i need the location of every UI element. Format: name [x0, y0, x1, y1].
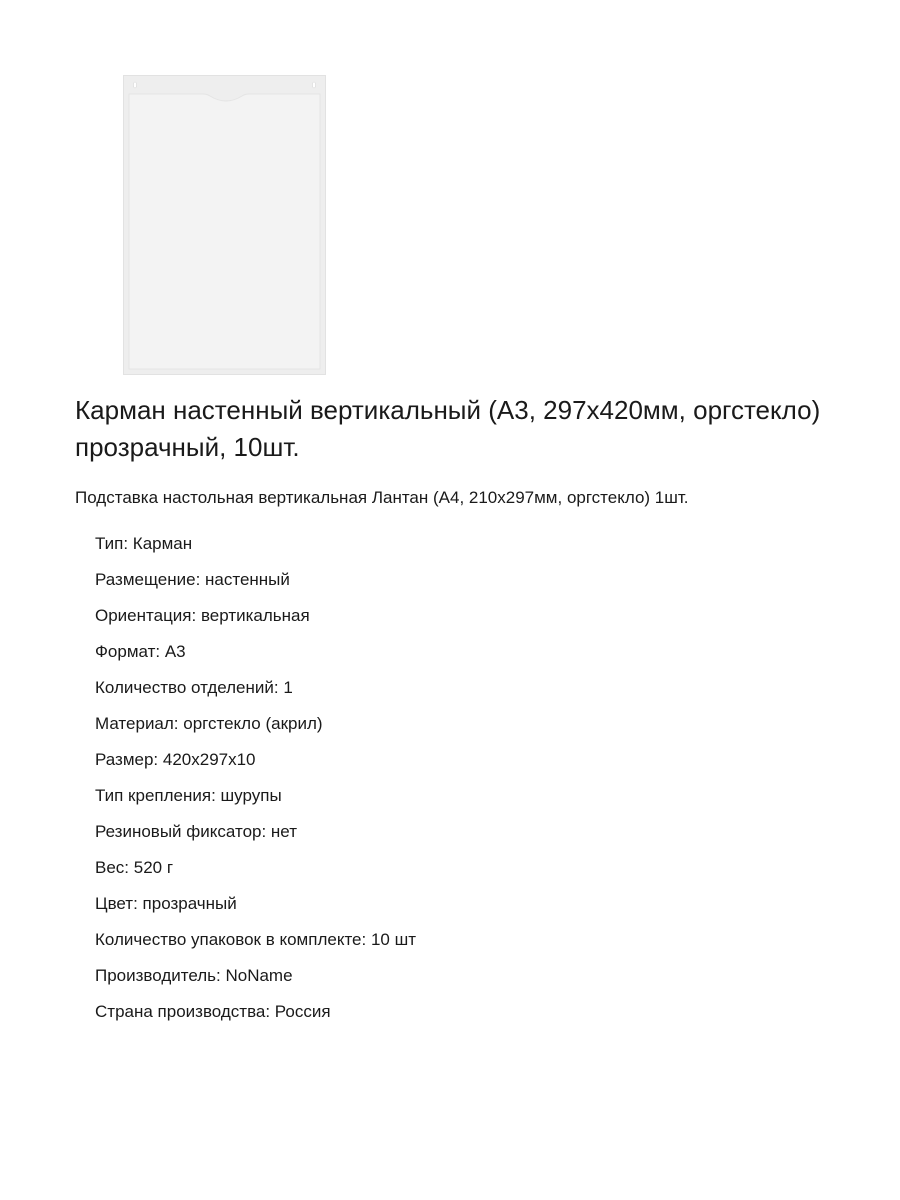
- spec-item: Количество отделений: 1: [95, 678, 293, 697]
- mounting-hole-left: [133, 82, 136, 88]
- spec-item: Производитель: NoName: [95, 966, 293, 985]
- mounting-hole-right: [312, 82, 315, 88]
- product-subtitle: Подставка настольная вертикальная Лантан (А4, 210х297мм, оргстекло) 1шт.: [75, 488, 689, 507]
- spec-item: Резиновый фиксатор: нет: [95, 822, 297, 841]
- spec-item: Тип: Карман: [95, 534, 193, 553]
- spec-item: Количество упаковок в комплекте: 10 шт: [95, 930, 416, 949]
- spec-item: Размещение: настенный: [95, 570, 290, 589]
- spec-item: Формат: А3: [95, 642, 186, 661]
- product-title: Карман настенный вертикальный (А3, 297х420мм, оргстекло) прозрачный, 10шт.: [75, 395, 821, 462]
- spec-item: Размер: 420х297х10: [95, 750, 256, 769]
- spec-item: Вес: 520 г: [95, 858, 174, 877]
- spec-item: Ориентация: вертикальная: [95, 606, 310, 625]
- spec-item: Тип крепления: шурупы: [95, 786, 282, 805]
- spec-list: [95, 530, 416, 1034]
- spec-item: Цвет: прозрачный: [95, 894, 237, 913]
- spec-item: Страна производства: Россия: [95, 1002, 331, 1021]
- spec-item: Материал: оргстекло (акрил): [95, 714, 323, 733]
- product-image: [123, 75, 326, 375]
